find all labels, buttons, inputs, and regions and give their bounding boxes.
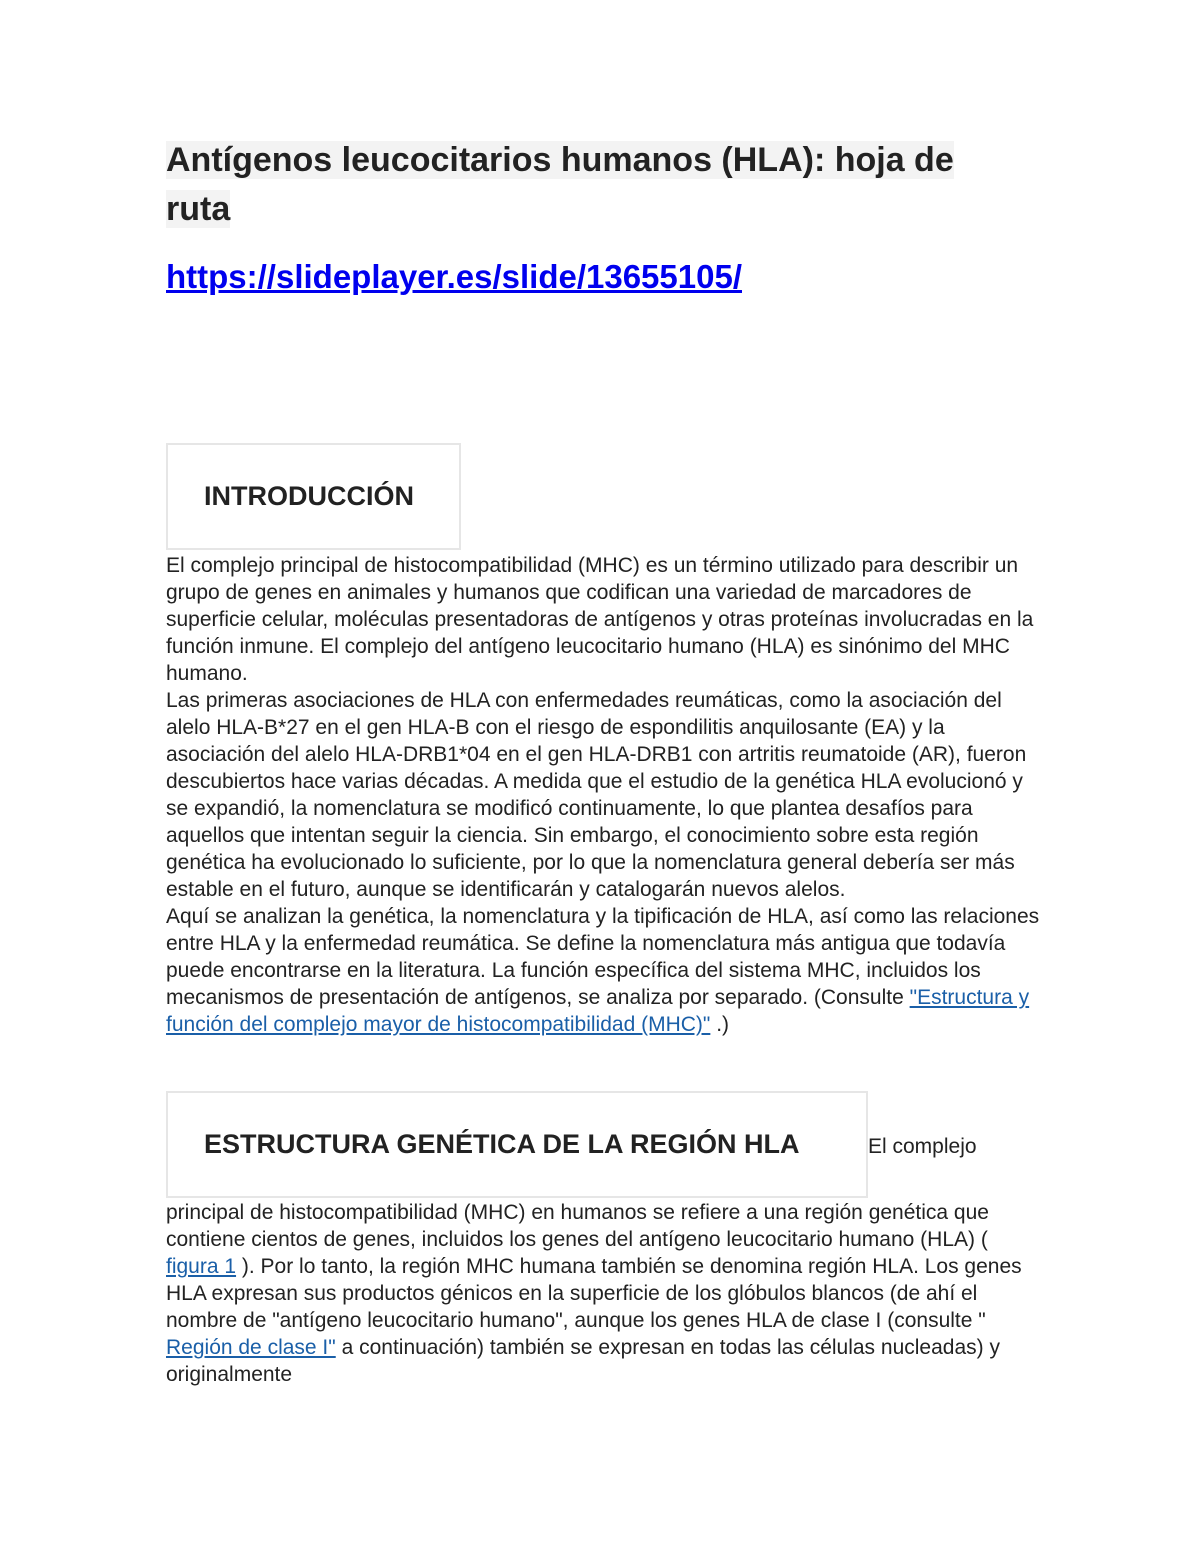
intro-heading-box [166,443,461,550]
structure-heading: ESTRUCTURA GENÉTICA DE LA REGIÓN HLA [204,1129,800,1159]
source-url-link[interactable]: https://slideplayer.es/slide/13655105/ [166,258,742,295]
class-1-region-link[interactable]: Región de clase I" [166,1336,336,1359]
intro-body [166,552,1046,1038]
title-line-1: Antígenos leucocitarios humanos (HLA): hoja de [166,141,954,179]
intro-heading: INTRODUCCIÓN [204,481,414,511]
structure-heading-box [166,1091,868,1198]
document-title [166,136,1046,234]
intro-paragraph-2: Las primeras asociaciones de HLA con enfermedades reumáticas, como la asociación del alelo HLA-B*27 en el gen HLA-B con el riesgo de espondilitis anquilosante (EA) y la asociación del alelo HLA-DRB1*04 en el gen HLA-DRB1 con artritis reumatoide (AR), fueron descubiertos hace varias décadas. A medida que el estudio de la genética HLA evolucionó y se expandió, la nomenclatura se modificó continuamente, lo que plantea desafíos para aquellos que intentan seguir la ciencia. Sin embargo, el conocimiento sobre esta región genética ha evolucionado lo suficiente, por lo que la nomenclatura general debería ser más estable en el futuro, aunque se identificarán y catalogarán nuevos alelos. [166,689,1027,901]
structure-inline-text: El complejo [868,1135,977,1158]
title-line-2: ruta [166,190,231,228]
structure-p1-a: principal de histocompatibilidad (MHC) en humanos se refiere a una región genética que contiene cientos de genes, incluidos los genes del antígeno leucocitario humano (HLA) ( [166,1201,989,1251]
figure-1-link[interactable]: figura 1 [166,1255,237,1278]
structure-p1-b: ). Por lo tanto, la región MHC humana también se denomina región HLA. Los genes HLA expresan sus productos génicos en la superficie de los glóbulos blancos (de ahí el nombre de "antígeno leucocitario humano", aunque los genes HLA de clase I (consulte " [166,1255,1022,1332]
mhc-structure-link[interactable]: "Estructura y función del complejo mayor de histocompatibilidad (MHC)" [166,986,1030,1036]
intro-paragraph-1: El complejo principal de histocompatibilidad (MHC) es un término utilizado para describir un grupo de genes en animales y humanos que codifican una variedad de marcadores de superficie celular, moléculas presentadoras de antígenos y otras proteínas involucradas en la función inmune. El complejo del antígeno leucocitario humano (HLA) es sinónimo del MHC humano. [166,554,1034,685]
structure-paragraph-1 [166,1199,1046,1388]
structure-p1-c: a continuación) también se expresan en todas las células nucleadas) y originalmente [166,1336,1000,1386]
intro-p3-text: Aquí se analizan la genética, la nomenclatura y la tipificación de HLA, así como las relaciones entre HLA y la enfermedad reumática. Se define la nomenclatura más antigua que todavía puede encontrarse en la literatura. La función específica del sistema MHC, incluidos los mecanismos de presentación de antígenos, se analiza por separado. (Consulte [166,905,1040,1009]
intro-p3-end: .) [710,1013,730,1036]
structure-body [166,1199,1046,1388]
intro-paragraph-3 [166,903,1046,1038]
